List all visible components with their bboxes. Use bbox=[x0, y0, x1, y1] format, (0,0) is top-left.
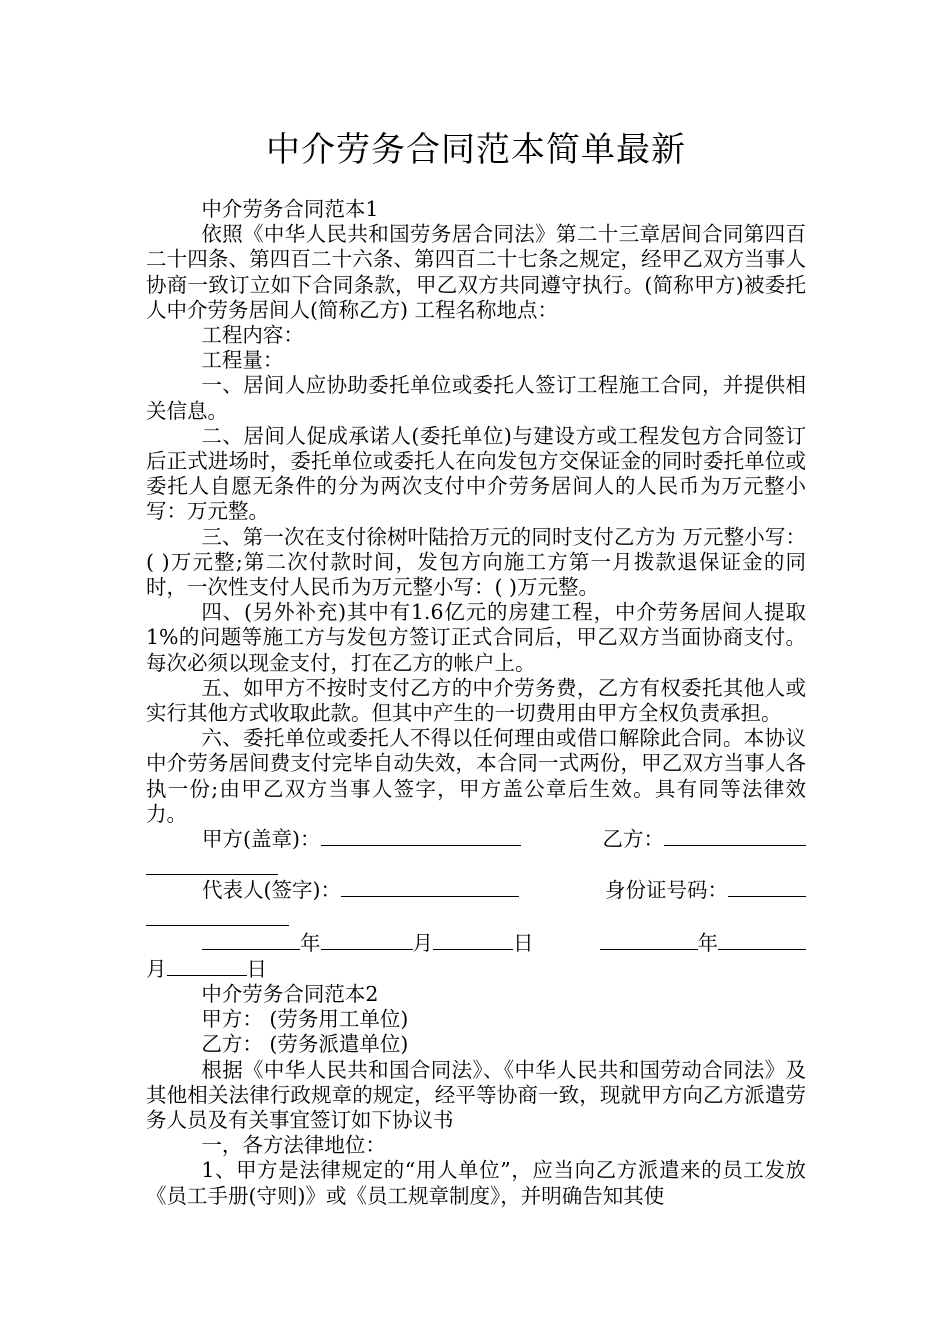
paragraph: 甲方： (劳务用工单位) bbox=[201, 1007, 409, 1032]
paragraph: 一，各方法律地位： bbox=[201, 1133, 386, 1158]
party-a-seal bbox=[202, 827, 521, 852]
party-b-label: 乙方： bbox=[602, 827, 664, 852]
paragraph: 依照《中华人民共和国劳务居合同法》第二十三章居间合同第四百二十四条、第四百二十六条、第四百二十七条之规定，经甲乙双方当事人协商一致订立如下合同条款，甲乙双方共同遵守执行。(简称甲方)被委托人中介劳务居间人(简称乙方) 工程名称地点： bbox=[146, 222, 806, 322]
party-a-blank bbox=[321, 827, 521, 846]
day-label: 日 bbox=[246, 956, 267, 981]
month-label: 月 bbox=[146, 956, 167, 981]
id-number-blank bbox=[728, 878, 806, 897]
id-number-label: 身份证号码： bbox=[605, 878, 728, 903]
month-label: 月 bbox=[412, 931, 433, 956]
representative-sign bbox=[202, 878, 519, 903]
year-blank bbox=[202, 931, 300, 950]
section-heading-1: 中介劳务合同范本1 bbox=[201, 197, 379, 221]
party-b-date bbox=[600, 931, 807, 956]
id-number bbox=[605, 878, 806, 903]
clause-6: 六、委托单位或委托人不得以任何理由或借口解除此合同。本协议中介劳务居间费支付完毕自动失效，本合同一式两份，甲乙双方当事人各执一份;由甲乙双方当事人签字，甲方盖公章后生效。具有同等法律效力。 bbox=[146, 726, 806, 826]
document-body bbox=[146, 197, 806, 1209]
month-blank bbox=[718, 931, 806, 950]
year-label: 年 bbox=[697, 931, 718, 956]
day-label: 日 bbox=[513, 931, 534, 956]
clause-5: 五、如甲方不按时支付乙方的中介劳务费，乙方有权委托其他人或实行其他方式收取此款。但其中产生的一切费用由甲方全权负责承担。 bbox=[146, 675, 806, 726]
paragraph: 工程内容： bbox=[201, 323, 304, 348]
blank-line bbox=[146, 856, 278, 875]
clause-4: 四、(另外补充)其中有1.6亿元的房建工程，中介劳务居间人提取1%的问题等施工方与发包方签订正式合同后，甲乙双方当面协商支付。每次必须以现金支付，打在乙方的帐户上。 bbox=[146, 600, 806, 675]
signature-row-representative bbox=[146, 878, 806, 903]
party-b bbox=[603, 827, 807, 852]
representative-blank bbox=[341, 878, 519, 897]
party-a-date bbox=[202, 931, 534, 956]
paragraph: 工程量： bbox=[201, 348, 284, 373]
page-title: 中介劳务合同范本简单最新 bbox=[266, 130, 686, 170]
blank-line bbox=[146, 907, 289, 926]
party-b-blank-continued bbox=[146, 852, 806, 878]
paragraph: 1、甲方是法律规定的“用人单位”，应当向乙方派遣来的员工发放《员工手册(守则)》或《员工规章制度》，并明确告知其使 bbox=[146, 1158, 806, 1208]
section-heading-2: 中介劳务合同范本2 bbox=[201, 981, 379, 1006]
day-blank bbox=[167, 957, 247, 976]
clause-2: 二、居间人促成承诺人(委托单位)与建设方或工程发包方合同签订后正式进场时，委托单位或委托人在向发包方交保证金的同时委托单位或委托人自愿无条件的分为两次支付中介劳务居间人的人民币为万元整小写：万元整。 bbox=[146, 423, 806, 524]
month-blank bbox=[321, 931, 413, 950]
id-number-blank-continued bbox=[146, 903, 806, 929]
party-a-label: 甲方(盖章)： bbox=[202, 827, 321, 852]
party-b-blank bbox=[664, 827, 806, 846]
day-blank bbox=[433, 931, 513, 950]
signature-row-date bbox=[146, 931, 806, 956]
signature-row-parties bbox=[146, 827, 806, 852]
party-b-date-continued bbox=[146, 957, 806, 982]
year-blank bbox=[600, 931, 698, 950]
clause-3: 三、第一次在支付徐树叶陆拾万元的同时支付乙方为 万元整小写：( )万元整;第二次付款时间，发包方向施工方第一月拨款退保证金的同时，一次性支付人民币为万元整小写：( )万元整。 bbox=[146, 524, 806, 600]
clause-1: 一、居间人应协助委托单位或委托人签订工程施工合同，并提供相关信息。 bbox=[146, 373, 806, 423]
representative-label: 代表人(签字)： bbox=[202, 878, 341, 903]
paragraph: 乙方： (劳务派遣单位) bbox=[201, 1032, 409, 1057]
paragraph: 根据《中华人民共和国合同法》、《中华人民共和国劳动合同法》及其他相关法律行政规章的规定，经平等协商一致，现就甲方向乙方派遣劳务人员及有关事宜签订如下协议书 bbox=[146, 1057, 806, 1132]
year-label: 年 bbox=[300, 931, 321, 956]
